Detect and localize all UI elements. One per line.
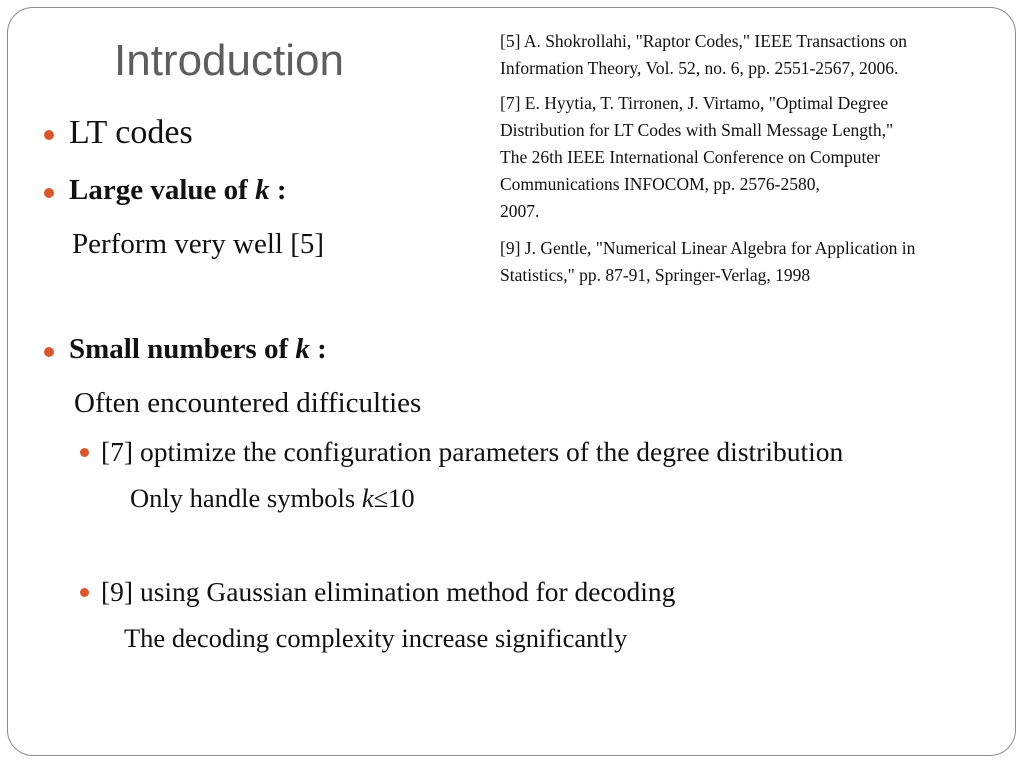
k-variable: k <box>295 333 310 365</box>
slide <box>7 7 1016 756</box>
reference-9: [9] J. Gentle, "Numerical Linear Algebra for Application in Statistics," pp. 87-91, Springer-Verlag, 1998 <box>500 238 916 285</box>
slide-title: Introduction <box>114 36 344 85</box>
sub-bullet-dot <box>80 448 89 457</box>
sub-bullet-dot <box>80 588 89 597</box>
bullet-large-k <box>69 174 286 207</box>
k-variable: k <box>255 174 270 206</box>
sub-bullet-ref9: [9] using Gaussian elimination method for decoding <box>101 576 676 607</box>
colon: : <box>309 333 327 365</box>
references-block <box>500 28 1000 299</box>
bullet-dot <box>44 130 54 140</box>
sub-bullet-ref7: [7] optimize the configuration parameters of the degree distribution <box>101 436 844 467</box>
large-k-prefix: Large value of <box>69 174 256 206</box>
k-variable: k <box>361 483 374 513</box>
ref7-detail <box>130 483 415 514</box>
ref9-detail: The decoding complexity increase significantly <box>124 623 628 653</box>
reference-7: [7] E. Hyytia, T. Tirronen, J. Virtamo, "Optimal Degree Distribution for LT Codes with Small Message Length," The 26th IEEE International Conference on Computer Communications INFOCOM, pp. 2576-2580, 2007. <box>500 93 894 221</box>
large-k-detail: Perform very well [5] <box>72 228 325 260</box>
bullet-dot <box>44 347 54 357</box>
bullet-dot <box>44 188 54 198</box>
reference-5: [5] A. Shokrollahi, "Raptor Codes," IEEE Transactions on Information Theory, Vol. 52, no. 6, pp. 2551-2567, 2006. <box>500 31 908 78</box>
ref7-detail-suffix: ≤10 <box>373 483 415 513</box>
colon: : <box>269 174 287 206</box>
bullet-small-k <box>69 333 327 366</box>
bullet-lt-codes: LT codes <box>69 114 193 151</box>
small-k-prefix: Small numbers of <box>69 333 296 365</box>
ref7-detail-prefix: Only handle symbols <box>130 483 362 513</box>
small-k-detail: Often encountered difficulties <box>74 387 422 419</box>
